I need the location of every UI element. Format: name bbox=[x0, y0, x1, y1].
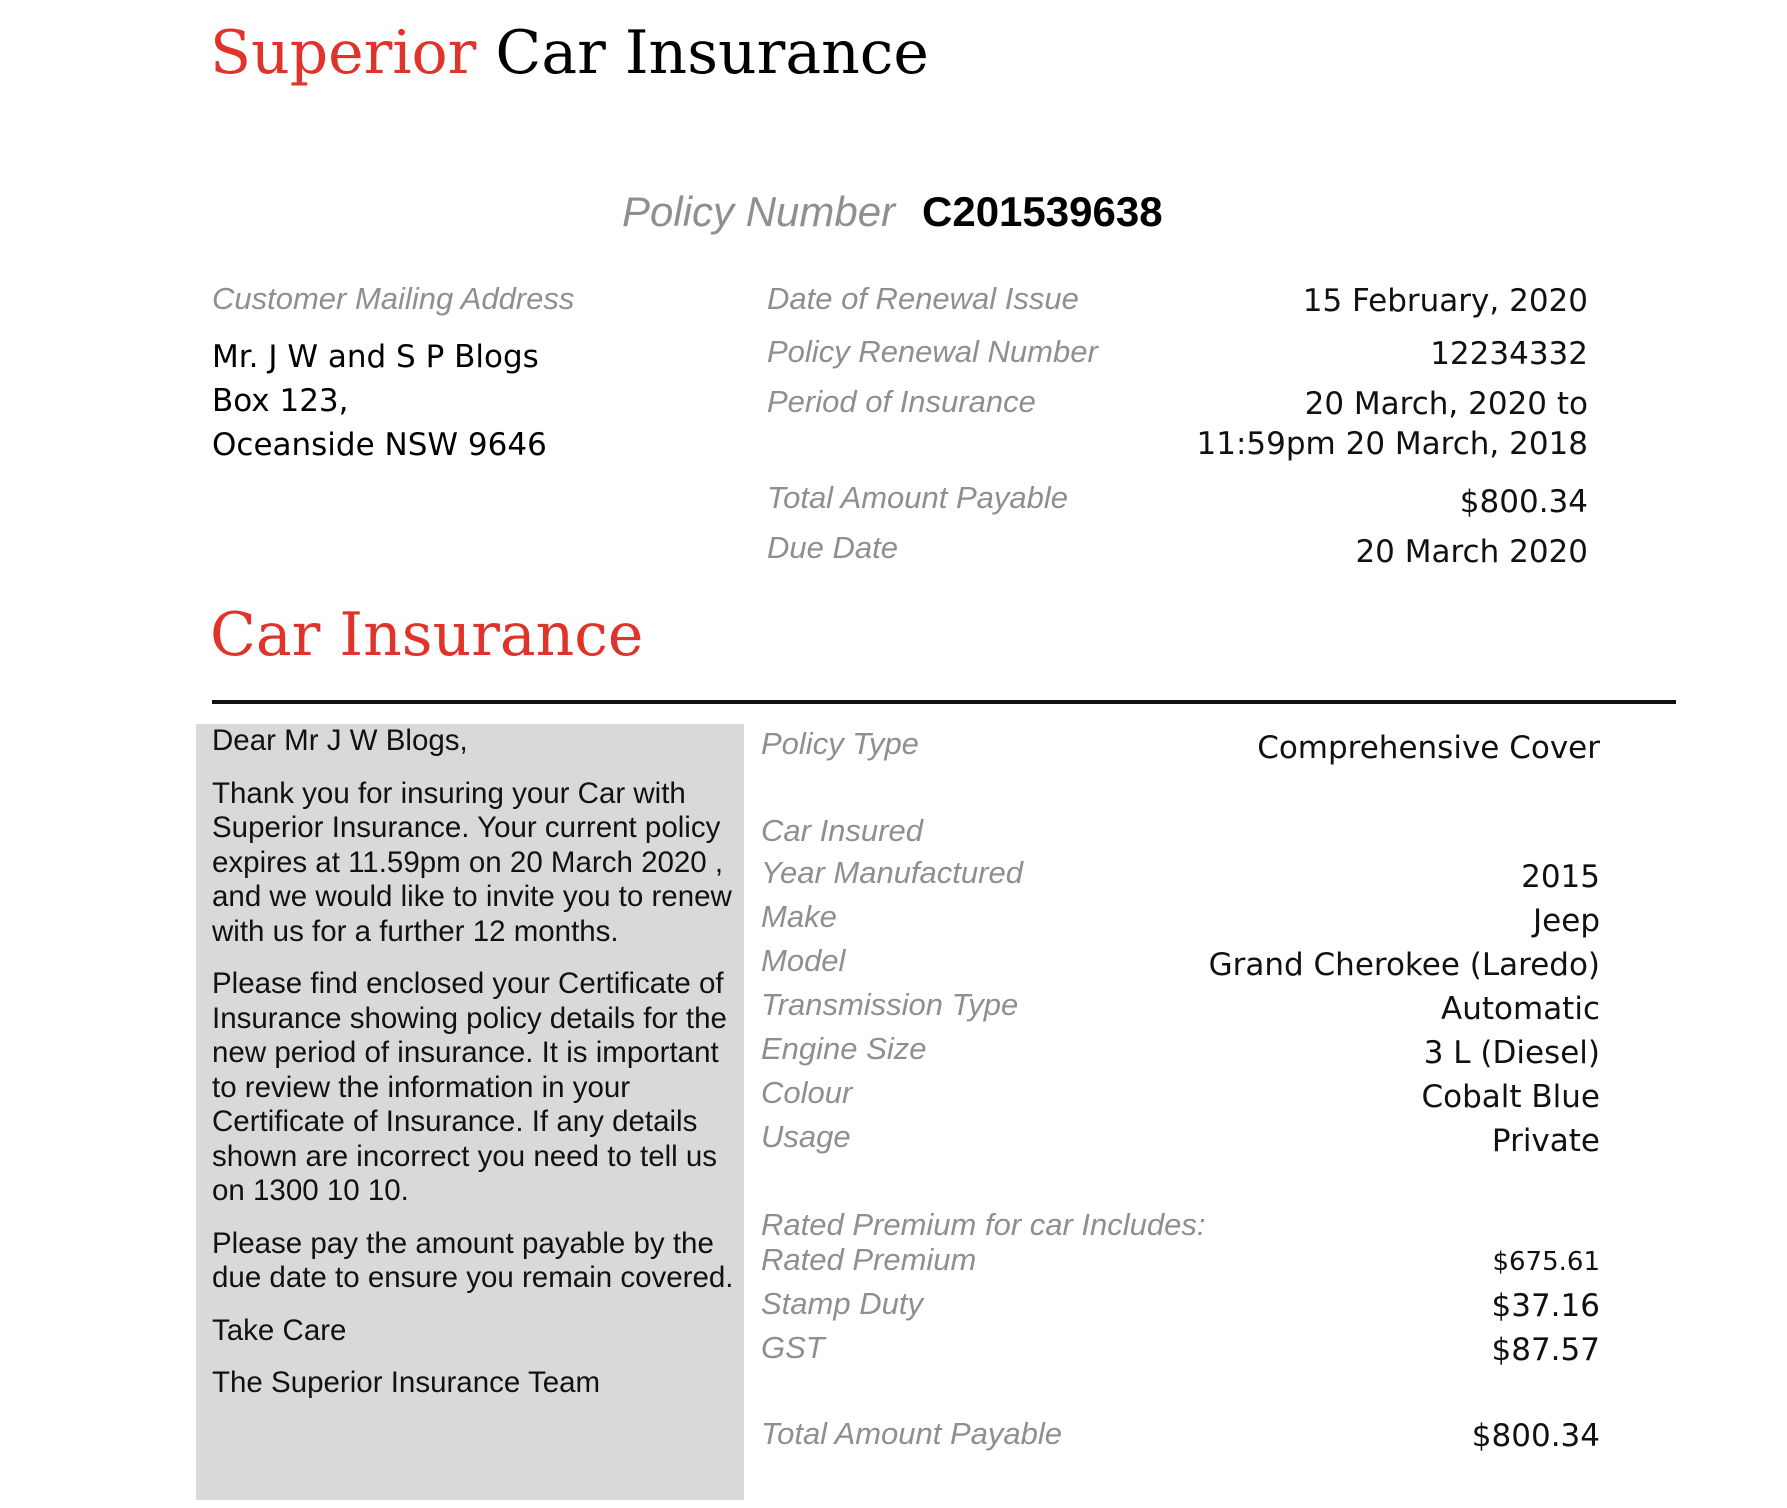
rated-premium-value: $675.61 bbox=[1492, 1247, 1600, 1277]
model-value: Grand Cherokee (Laredo) bbox=[1208, 947, 1600, 983]
gst-value: $87.57 bbox=[1491, 1332, 1600, 1368]
date-issue-label: Date of Renewal Issue bbox=[767, 281, 1079, 316]
policy-number: C201539638 bbox=[922, 188, 1163, 235]
policy-type-value: Comprehensive Cover bbox=[1257, 730, 1600, 766]
letter-paragraph: Please find enclosed your Certificate of Insurance showing policy details for the new period of insurance. It is important to review the information in your Certificate of Insurance. If any details shown are incorrect you need to tell us on 1300 10 10. bbox=[212, 967, 727, 1207]
colour-value: Cobalt Blue bbox=[1421, 1079, 1600, 1115]
year-value: 2015 bbox=[1521, 859, 1600, 895]
period-label: Period of Insurance bbox=[767, 384, 1036, 419]
date-issue-value: 15 February, 2020 bbox=[1302, 283, 1588, 319]
address-label: Customer Mailing Address bbox=[212, 281, 575, 316]
model-label: Model bbox=[761, 943, 846, 978]
year-label: Year Manufactured bbox=[761, 855, 1023, 890]
renewal-number-value: 12234332 bbox=[1430, 336, 1588, 372]
premium-includes-label: Rated Premium for car Includes: bbox=[761, 1207, 1206, 1242]
transmission-value: Automatic bbox=[1441, 991, 1600, 1027]
brand-rest: Car Insurance bbox=[495, 18, 929, 88]
usage-value: Private bbox=[1491, 1123, 1600, 1159]
gst-label: GST bbox=[761, 1330, 825, 1365]
usage-label: Usage bbox=[761, 1119, 851, 1154]
make-label: Make bbox=[761, 899, 837, 934]
engine-size-value: 3 L (Diesel) bbox=[1423, 1035, 1600, 1071]
renewal-letter bbox=[212, 724, 742, 1419]
section-divider bbox=[212, 700, 1676, 704]
policy-type-label: Policy Type bbox=[761, 726, 919, 761]
brand-accent: Superior bbox=[210, 18, 477, 88]
engine-size-label: Engine Size bbox=[761, 1031, 927, 1066]
colour-label: Colour bbox=[761, 1075, 853, 1110]
address-line: Mr. J W and S P Blogs bbox=[212, 339, 539, 375]
premium-total-label: Total Amount Payable bbox=[761, 1416, 1063, 1451]
premium-total-value: $800.34 bbox=[1471, 1418, 1600, 1454]
rated-premium-label: Rated Premium bbox=[761, 1242, 977, 1277]
total-payable-label: Total Amount Payable bbox=[767, 480, 1069, 515]
period-value-end: 11:59pm 20 March, 2018 bbox=[1196, 426, 1588, 462]
section-title: Car Insurance bbox=[210, 600, 644, 670]
letter-closing: Take Care bbox=[212, 1313, 347, 1347]
car-insured-label: Car Insured bbox=[761, 813, 923, 848]
due-date-label: Due Date bbox=[767, 530, 898, 565]
letter-paragraph: Thank you for insuring your Car with Superior Insurance. Your current policy expires at 11.59pm on 20 March 2020 , and we would like to invite you to renew with us for a further 12 months. bbox=[212, 776, 732, 948]
address-line: Oceanside NSW 9646 bbox=[212, 427, 547, 463]
mailing-address bbox=[212, 335, 547, 467]
renewal-number-label: Policy Renewal Number bbox=[767, 334, 1098, 369]
make-value: Jeep bbox=[1533, 903, 1600, 939]
letter-paragraph: Please pay the amount payable by the due date to ensure you remain covered. bbox=[212, 1226, 734, 1294]
stamp-duty-label: Stamp Duty bbox=[761, 1286, 923, 1321]
due-date-value: 20 March 2020 bbox=[1355, 534, 1588, 570]
letter-greeting: Dear Mr J W Blogs, bbox=[212, 724, 468, 757]
total-payable-value: $800.34 bbox=[1459, 484, 1588, 520]
letter-signature: The Superior Insurance Team bbox=[212, 1366, 601, 1399]
period-value-start: 20 March, 2020 to bbox=[1304, 386, 1588, 422]
stamp-duty-value: $37.16 bbox=[1491, 1288, 1600, 1324]
brand-title bbox=[210, 18, 929, 88]
address-line: Box 123, bbox=[212, 383, 349, 419]
policy-number-label: Policy Number bbox=[622, 188, 896, 235]
transmission-label: Transmission Type bbox=[761, 987, 1019, 1022]
